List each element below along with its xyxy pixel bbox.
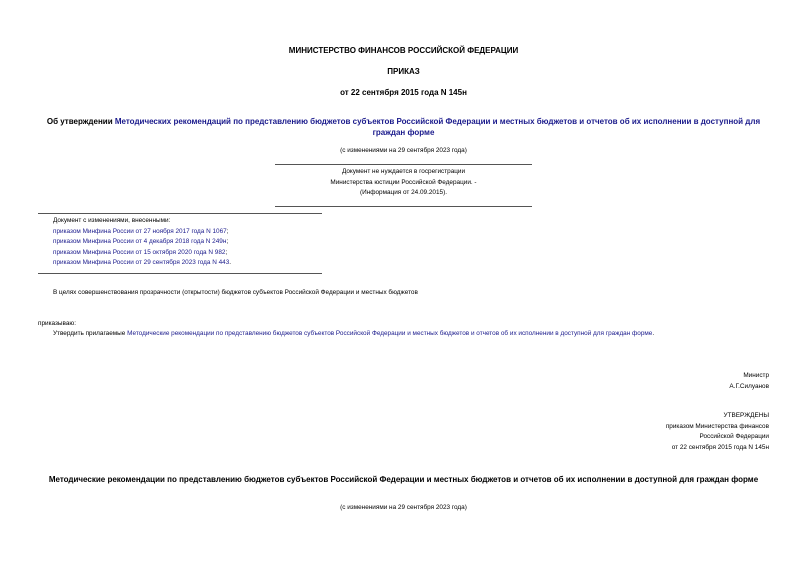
purpose-paragraph: В целях совершенствования прозрачности (открытости) бюджетов субъектов Российской Федерации и местных бюджетов — [53, 289, 418, 296]
change-item: приказом Минфина России от 29 сентября 2023 года N 443. — [53, 259, 232, 266]
title-prefix: Об утверждении — [46, 117, 115, 126]
approve-prefix: Утвердить прилагаемые — [53, 330, 128, 337]
appendix-revision-note: (с изменениями на 29 сентября 2023 года) — [340, 504, 467, 511]
change-item: приказом Минфина России от 15 октября 2020 года N 982; — [53, 248, 228, 256]
title-link[interactable]: Методических рекомендаций по представлению бюджетов субъектов Российской Федерации и местных бюджетов и отчетов об их исполнении в доступной для граждан форме — [114, 117, 761, 137]
signature-position: Министр — [743, 372, 769, 379]
approval-line-3: Российской Федерации — [699, 433, 769, 440]
change-link[interactable]: приказом Минфина России от 29 сентября 2023 года N 443 — [53, 259, 230, 266]
registration-note — [275, 167, 532, 199]
registration-line-2: Министерства юстиции Российской Федерации. - — [330, 178, 477, 186]
changes-bottom-rule — [38, 273, 322, 274]
approval-line-1: УТВЕРЖДЕНЫ — [723, 412, 769, 419]
change-link[interactable]: приказом Минфина России от 4 декабря 2018 года N 249н — [53, 238, 227, 245]
ministry-heading: МИНИСТЕРСТВО ФИНАНСОВ РОССИЙСКОЙ ФЕДЕРАЦИИ — [288, 46, 519, 55]
approve-paragraph: Утвердить прилагаемые Методические рекомендации по представлению бюджетов субъектов Российской Федерации и местных бюджетов и отчетов об их исполнении в доступной для граждан форме. — [53, 330, 655, 337]
registration-top-rule — [275, 164, 532, 165]
change-link[interactable]: приказом Минфина России от 27 ноября 2017 года N 1067 — [53, 227, 227, 235]
registration-bottom-rule — [275, 206, 532, 207]
signature-block — [729, 371, 769, 392]
signature-name: А.Г.Силуанов — [729, 382, 769, 390]
change-item: приказом Минфина России от 27 ноября 2017 года N 1067; — [53, 227, 229, 235]
document-type: ПРИКАЗ — [387, 67, 420, 76]
approve-link[interactable]: Методические рекомендации по представлению бюджетов субъектов Российской Федерации и местных бюджетов и отчетов об их исполнении в доступной для граждан форме — [127, 330, 653, 337]
document-date-number: от 22 сентября 2015 года N 145н — [340, 88, 467, 97]
appendix-title: Методические рекомендации по представлению бюджетов субъектов Российской Федерации и местных бюджетов и отчетов об их исполнении в доступной для граждан форме — [48, 475, 759, 484]
change-item: приказом Минфина России от 4 декабря 2018 года N 249н; — [53, 238, 229, 245]
change-link[interactable]: приказом Минфина России от 15 октября 2020 года N 982 — [53, 248, 226, 256]
revision-note: (с изменениями на 29 сентября 2023 года) — [340, 147, 467, 154]
document-title — [38, 116, 769, 138]
changes-top-rule — [38, 213, 322, 214]
registration-line-1: Документ не нуждается в госрегистрации — [341, 168, 466, 175]
order-word: приказываю: — [38, 320, 76, 327]
approval-block — [666, 411, 769, 453]
changes-list — [53, 216, 231, 269]
registration-line-3: (Информация от 24.09.2015). — [359, 189, 448, 196]
approval-line-2: приказом Министерства финансов — [665, 422, 769, 430]
changes-heading: Документ с изменениями, внесенными: — [53, 217, 171, 224]
approval-line-4: от 22 сентября 2015 года N 145н — [671, 443, 769, 451]
